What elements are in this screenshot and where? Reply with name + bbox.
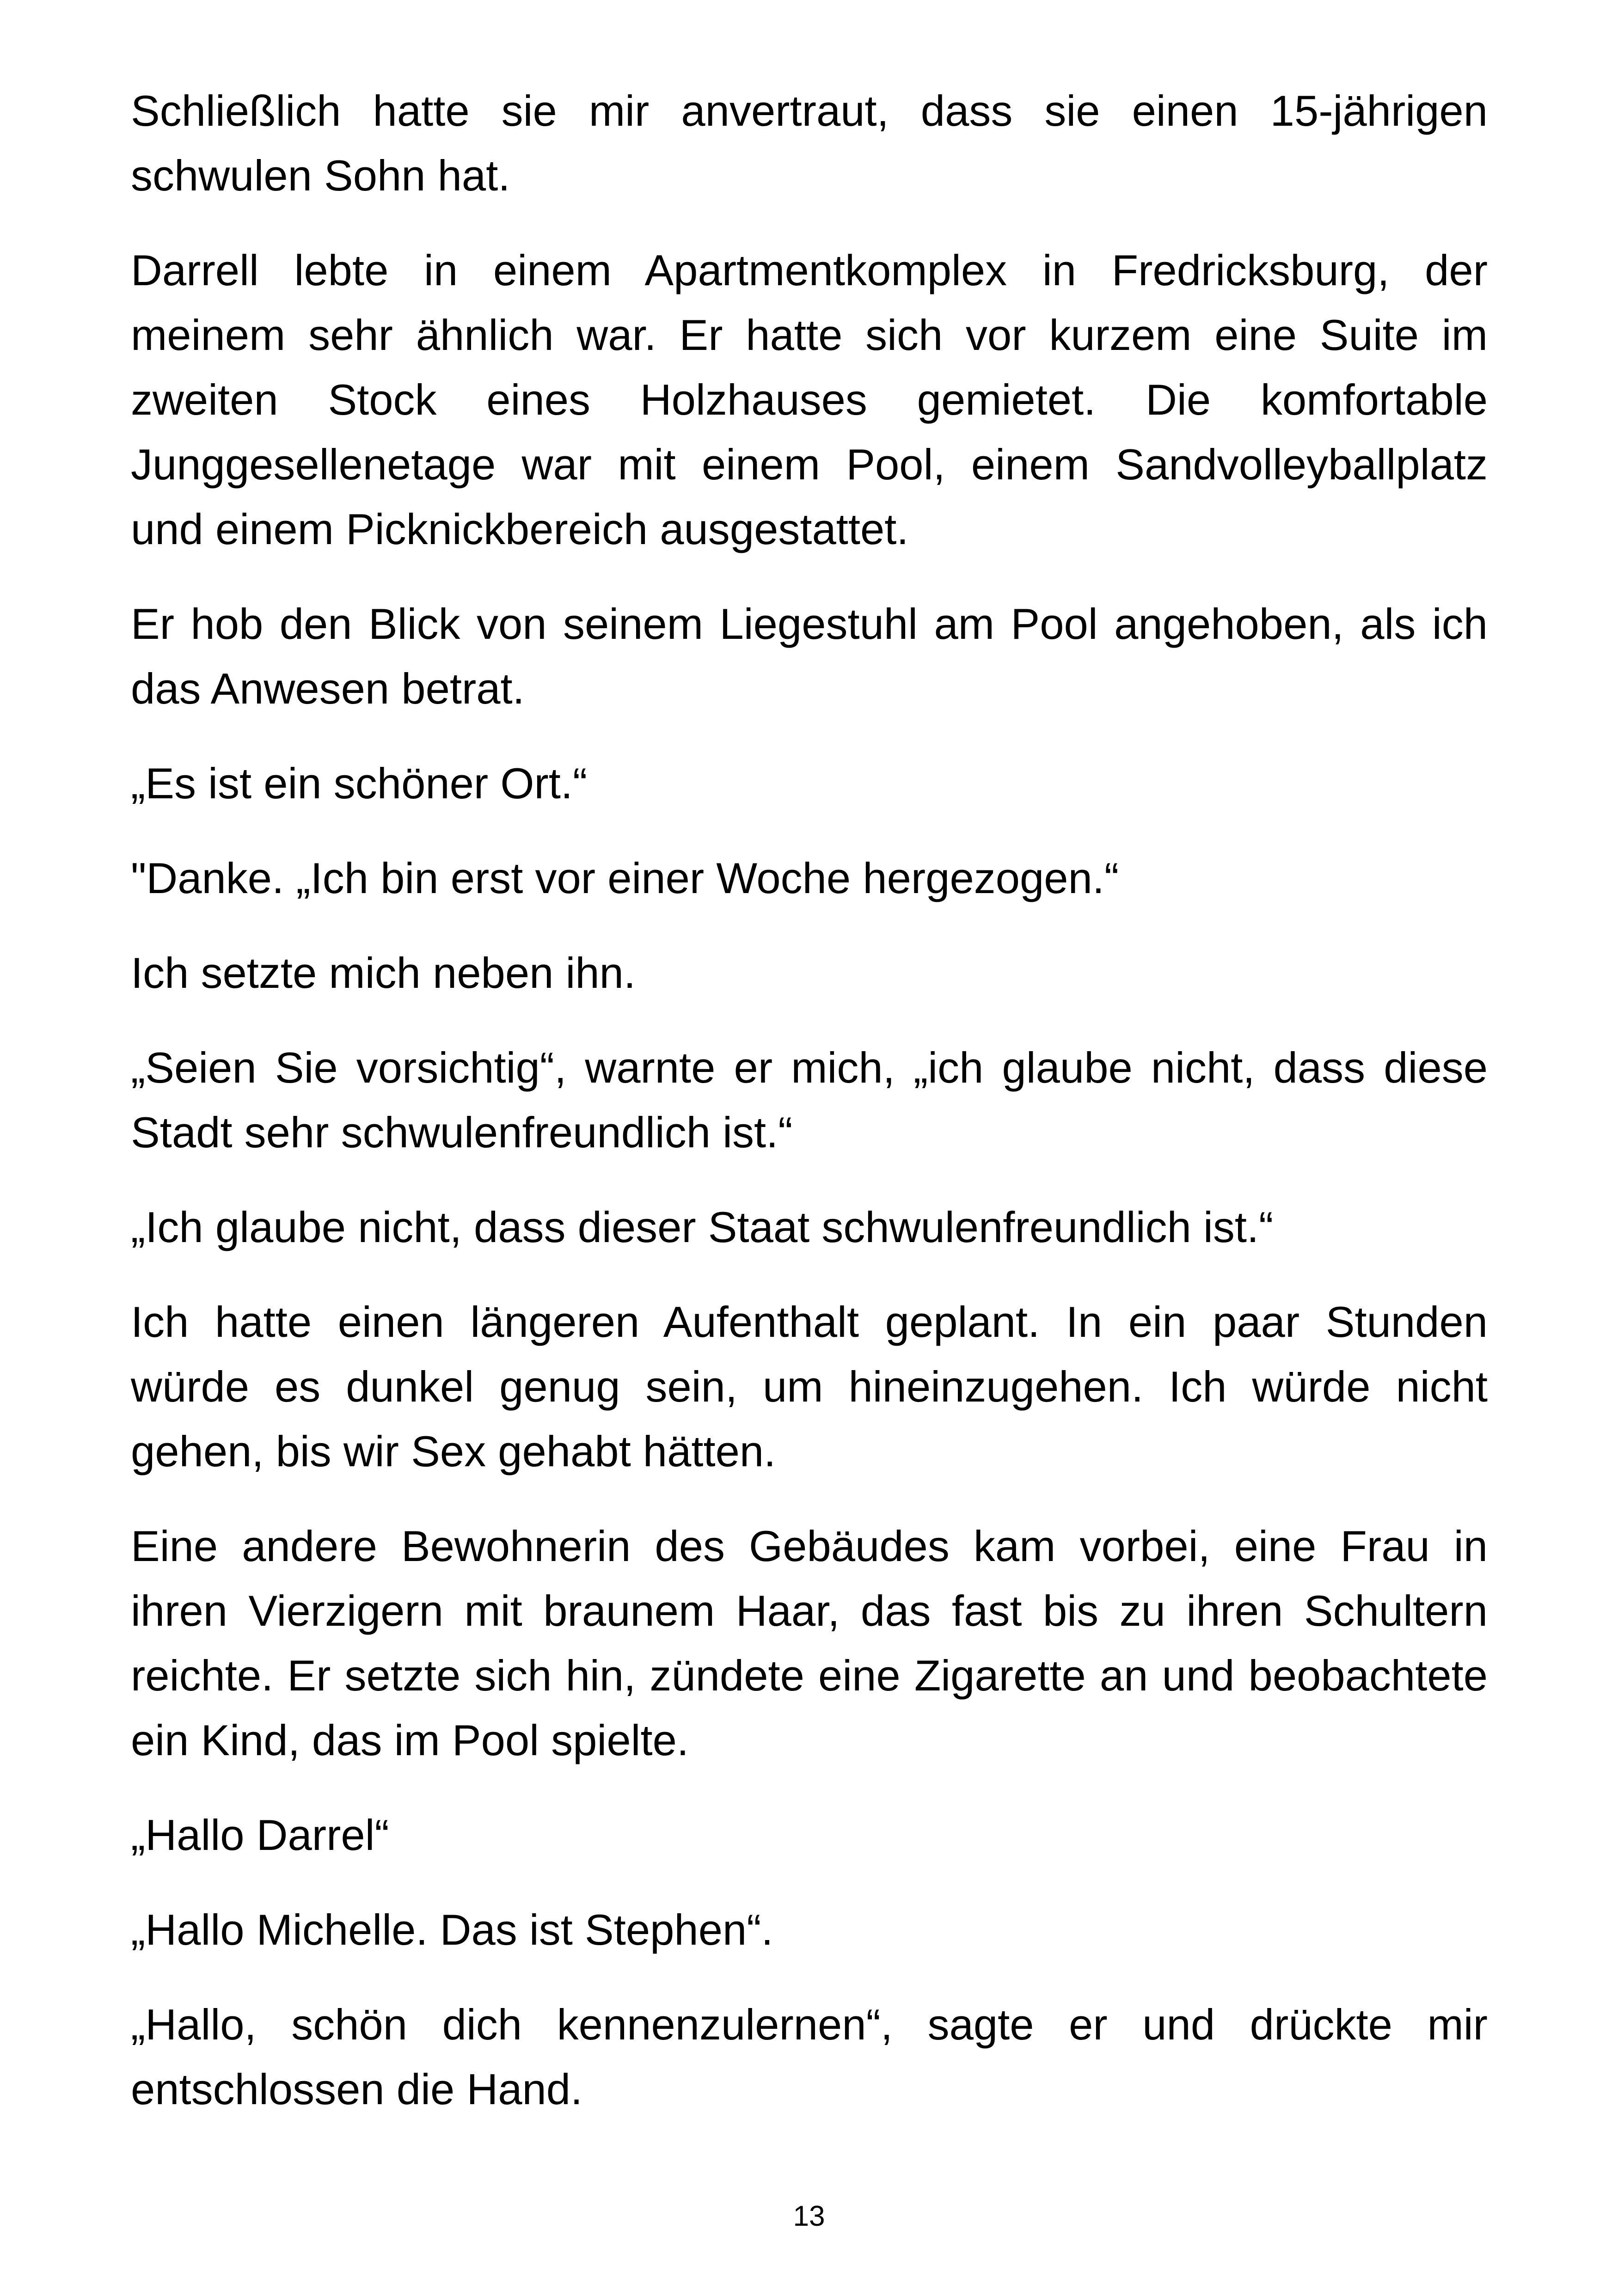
paragraph-7: „Seien Sie vorsichtig“, warnte er mich, „ich glaube nicht, dass diese Stadt sehr schwulenfreundlich ist.“ xyxy=(131,1043,1488,1157)
paragraph-12: „Hallo Michelle. Das ist Stephen“. xyxy=(131,1905,773,1954)
paragraph-3: Er hob den Blick von seinem Liegestuhl am Pool angehoben, als ich das Anwesen betrat. xyxy=(131,600,1488,713)
paragraph-4: „Es ist ein schöner Ort.“ xyxy=(131,759,588,808)
paragraph-10: Eine andere Bewohnerin des Gebäudes kam vorbei, eine Frau in ihren Vierzigern mit braunem Haar, das fast bis zu ihren Schultern reichte. Er setzte sich hin, zündete eine Zigarette an und beobachtete ein Kind, das im Pool spielte. xyxy=(131,1522,1488,1764)
paragraph-13: „Hallo, schön dich kennenzulernen“, sagte er und drückte mir entschlossen die Hand. xyxy=(131,2000,1488,2113)
paragraph-2: Darrell lebte in einem Apartmentkomplex in Fredricksburg, der meinem sehr ähnlich war. Er hatte sich vor kurzem eine Suite im zweiten Stock eines Holzhauses gemietet. Die komfortable Junggesellenetage war mit einem Pool, einem Sandvolleyballplatz und einem Picknickbereich ausgestattet. xyxy=(131,246,1488,553)
paragraph-5: "Danke. „Ich bin erst vor einer Woche hergezogen.“ xyxy=(131,854,1119,902)
paragraph-6: Ich setzte mich neben ihn. xyxy=(131,949,636,997)
paragraph-11: „Hallo Darrel“ xyxy=(131,1811,389,1859)
paragraph-1: Schließlich hatte sie mir anvertraut, dass sie einen 15-jährigen schwulen Sohn hat. xyxy=(131,86,1488,200)
paragraph-9: Ich hatte einen längeren Aufenthalt geplant. In ein paar Stunden würde es dunkel genug sein, um hineinzugehen. Ich würde nicht gehen, bis wir Sex gehabt hätten. xyxy=(131,1298,1488,1476)
paragraph-8: „Ich glaube nicht, dass dieser Staat schwulenfreundlich ist.“ xyxy=(131,1203,1274,1251)
page-number: 13 xyxy=(793,2200,825,2232)
body-text xyxy=(131,79,1488,2152)
